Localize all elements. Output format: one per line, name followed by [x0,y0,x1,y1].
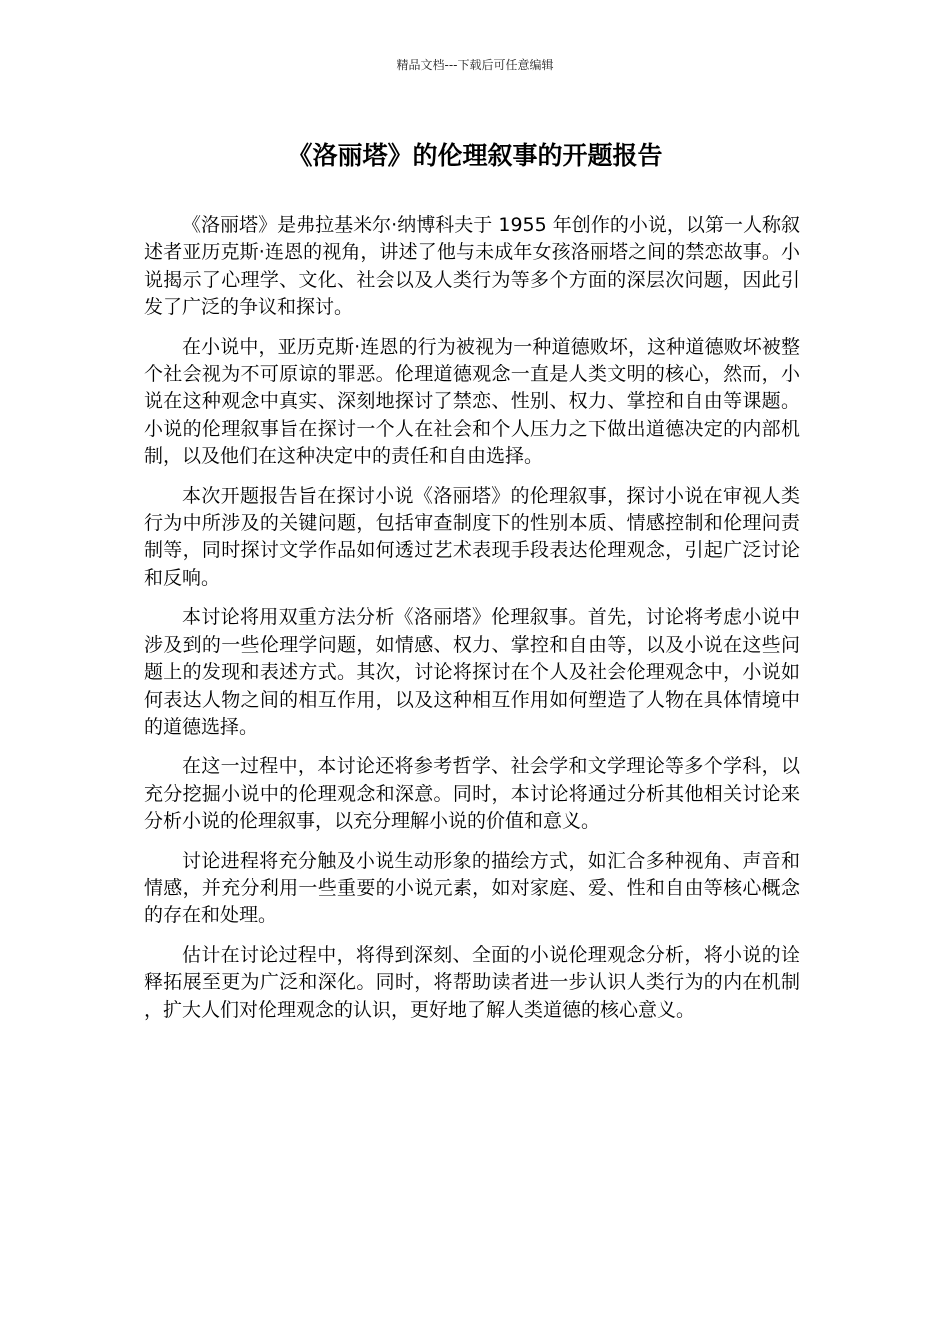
paragraph-3: 本次开题报告旨在探讨小说《洛丽塔》的伦理叙事，探讨小说在审视人类行为中所涉及的关键问题，包括审查制度下的性别本质、情感控制和伦理问责制等，同时探讨文学作品如何透过艺术表现手段表达伦理观念，引起广泛讨论和反响。 [144,484,800,589]
page-header: 精品文档---下载后可任意编辑 [396,58,554,72]
paragraph-2: 在小说中，亚历克斯·连恩的行为被视为一种道德败坏，这种道德败坏被整个社会视为不可原谅的罪恶。伦理道德观念一直是人类文明的核心，然而，小说在这种观念中真实、深刻地探讨了禁恋、性别、权力、掌控和自由等课题。小说的伦理叙事旨在探讨一个人在社会和个人压力之下做出道德决定的内部机制，以及他们在这种决定中的责任和自由选择。 [144,335,800,468]
document-title: 《洛丽塔》的伦理叙事的开题报告 [287,141,663,170]
paragraph-5: 在这一过程中，本讨论还将参考哲学、社会学和文学理论等多个学科，以充分挖掘小说中的伦理观念和深意。同时，本讨论将通过分析其他相关讨论来分析小说的伦理叙事，以充分理解小说的价值和意义。 [144,755,800,833]
paragraph-4: 本讨论将用双重方法分析《洛丽塔》伦理叙事。首先，讨论将考虑小说中涉及到的一些伦理学问题，如情感、权力、掌控和自由等，以及小说在这些问题上的发现和表述方式。其次，讨论将探讨在个人及社会伦理观念中，小说如何表达人物之间的相互作用，以及这种相互作用如何塑造了人物在具体情境中的道德选择。 [144,606,800,738]
paragraph-7: 估计在讨论过程中，将得到深刻、全面的小说伦理观念分析，将小说的诠释拓展至更为广泛和深化。同时，将帮助读者进一步认识人类行为的内在机制，扩大人们对伦理观念的认识，更好地了解人类道德的核心意义。 [144,943,800,1021]
document-body [144,212,800,1036]
paragraph-1: 《洛丽塔》是弗拉基米尔·纳博科夫于 1955 年创作的小说，以第一人称叙述者亚历克斯·连恩的视角，讲述了他与未成年女孩洛丽塔之间的禁恋故事。小说揭示了心理学、文化、社会以及人类行为等多个方面的深层次问题，因此引发了广泛的争议和探讨。 [144,214,800,319]
paragraph-6: 讨论进程将充分触及小说生动形象的描绘方式，如汇合多种视角、声音和情感，并充分利用一些重要的小说元素，如对家庭、爱、性和自由等核心概念的存在和处理。 [144,849,800,927]
